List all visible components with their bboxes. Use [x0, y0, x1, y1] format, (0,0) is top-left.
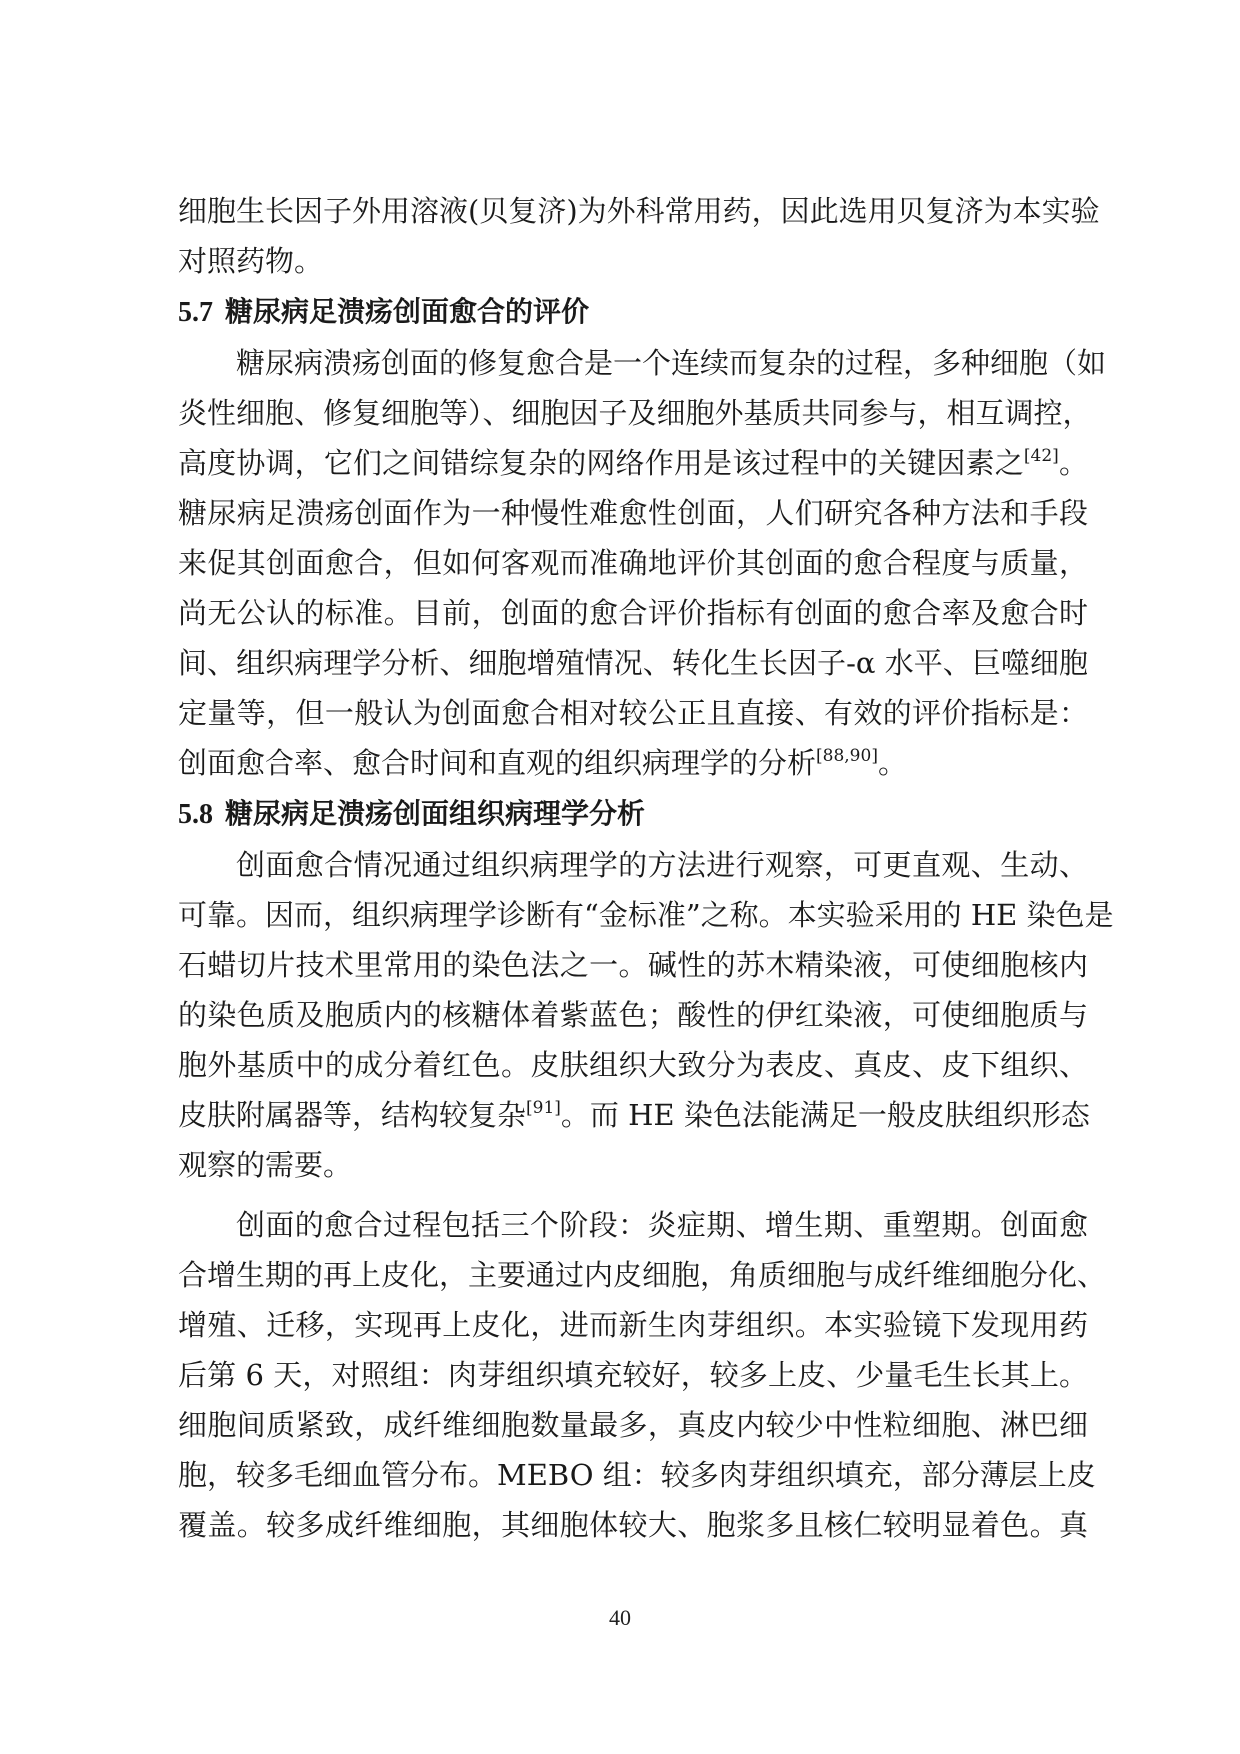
- citation: [88,90]: [816, 746, 878, 766]
- text-span: 。: [1058, 446, 1088, 480]
- text-line: 的染色质及胞质内的核糖体着紫蓝色；酸性的伊红染液，可使细胞质与: [178, 998, 1088, 1032]
- text-line: 细胞生长因子外用溶液(贝复济)为外科常用药，因此选用贝复济为本实验: [178, 194, 1100, 228]
- section-title: 糖尿病足溃疡创面愈合的评价: [225, 295, 590, 328]
- text-line: 胞，较多毛细血管分布。MEBO 组：较多肉芽组织填充，部分薄层上皮: [178, 1458, 1096, 1492]
- section-heading-5-7: [178, 286, 1088, 338]
- text-line: 石蜡切片技术里常用的染色法之一。碱性的苏木精染液，可使细胞核内: [178, 948, 1088, 982]
- text-span: 。: [877, 746, 907, 780]
- citation: [91]: [526, 1098, 561, 1118]
- document-body: [178, 186, 1114, 1550]
- text-line: 可靠。因而，组织病理学诊断有“金标准”之称。本实验采用的 HE 染色是: [178, 898, 1114, 932]
- text-line: 增殖、迁移，实现再上皮化，进而新生肉芽组织。本实验镜下发现用药: [178, 1308, 1088, 1342]
- text-span: 创面愈合率、愈合时间和直观的组织病理学的分析: [178, 746, 817, 780]
- text-span: 皮肤附属器等，结构较复杂: [178, 1098, 527, 1132]
- text-span: 。而 HE 染色法能满足一般皮肤组织形态: [560, 1098, 1090, 1132]
- text-line: [178, 1090, 1088, 1140]
- text-line: 观察的需要。: [178, 1148, 353, 1182]
- text-line: [178, 738, 1088, 788]
- text-span: 高度协调，它们之间错综复杂的网络作用是该过程中的关键因素之: [178, 446, 1024, 480]
- text-line: 细胞间质紧致，成纤维细胞数量最多，真皮内较少中性粒细胞、淋巴细: [178, 1408, 1088, 1442]
- text-line: 间、组织病理学分析、细胞增殖情况、转化生长因子-α 水平、巨噬细胞: [178, 646, 1088, 680]
- text-line: 合增生期的再上皮化，主要通过内皮细胞，角质细胞与成纤维细胞分化、: [178, 1258, 1107, 1292]
- text-line: 炎性细胞、修复细胞等）、细胞因子及细胞外基质共同参与，相互调控，: [178, 396, 1092, 430]
- paragraph-gap: [178, 1190, 1088, 1200]
- text-line: 糖尿病足溃疡创面作为一种慢性难愈性创面，人们研究各种方法和手段: [178, 496, 1088, 530]
- text-line: 对照药物。: [178, 244, 324, 278]
- text-line: [178, 438, 1088, 488]
- section-number: 5.8: [178, 799, 213, 830]
- text-line: 覆盖。较多成纤维细胞，其细胞体较大、胞浆多且核仁较明显着色。真: [178, 1508, 1088, 1542]
- section-number: 5.7: [178, 297, 213, 328]
- text-line: 创面的愈合过程包括三个阶段：炎症期、增生期、重塑期。创面愈: [236, 1208, 1088, 1242]
- text-line: 后第 6 天，对照组：肉芽组织填充较好，较多上皮、少量毛生长其上。: [178, 1358, 1088, 1392]
- text-line: 来促其创面愈合，但如何客观而准确地评价其创面的愈合程度与质量，: [178, 546, 1088, 580]
- text-line: 糖尿病溃疡创面的修复愈合是一个连续而复杂的过程，多种细胞（如: [236, 346, 1107, 380]
- citation: [42]: [1023, 446, 1059, 466]
- text-line: 创面愈合情况通过组织病理学的方法进行观察，可更直观、生动、: [236, 848, 1088, 882]
- text-line: 定量等，但一般认为创面愈合相对较公正且直接、有效的评价指标是：: [178, 696, 1088, 730]
- text-line: 胞外基质中的成分着红色。皮肤组织大致分为表皮、真皮、皮下组织、: [178, 1048, 1088, 1082]
- section-title: 糖尿病足溃疡创面组织病理学分析: [225, 797, 646, 830]
- page-number: 40: [609, 1605, 631, 1630]
- section-heading-5-8: [178, 788, 1088, 840]
- text-line: 尚无公认的标准。目前，创面的愈合评价指标有创面的愈合率及愈合时: [178, 596, 1088, 630]
